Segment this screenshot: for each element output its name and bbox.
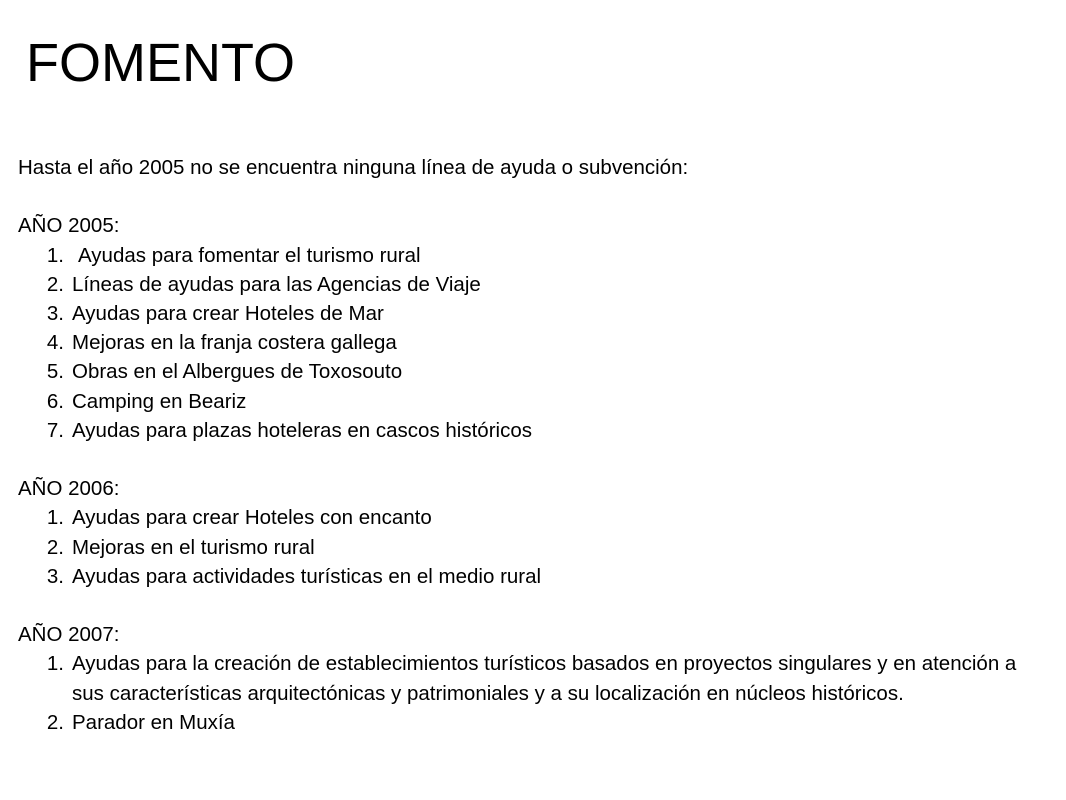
list-item-number: 2. xyxy=(46,710,64,734)
list-item-text: Ayudas para la creación de establecimientos turísticos basados en proyectos singulares y en atención a sus características arquitectónicas y patrimoniales y a su localización en núcleos históricos. xyxy=(72,652,1017,705)
section-2007 xyxy=(18,620,1048,737)
year-heading-2005: AÑO 2005: xyxy=(18,214,120,238)
list-2007 xyxy=(18,649,1048,737)
list-item-text: Obras en el Albergues de Toxosouto xyxy=(72,360,403,384)
section-2006 xyxy=(18,474,1048,591)
intro-text: Hasta el año 2005 no se encuentra ninguna línea de ayuda o subvención: xyxy=(18,156,689,179)
list-item-number: 6. xyxy=(46,389,64,413)
list-2006 xyxy=(18,503,1048,591)
list-2005 xyxy=(18,241,1048,445)
list-item xyxy=(18,416,1048,445)
slide-body xyxy=(18,153,1048,737)
list-item-number: 5. xyxy=(46,360,64,384)
spacer xyxy=(18,591,1048,620)
list-item-number: 2. xyxy=(46,272,64,296)
list-item-number: 1. xyxy=(46,506,64,530)
list-item xyxy=(18,387,1048,416)
year-heading-2007: AÑO 2007: xyxy=(18,623,120,647)
list-item xyxy=(18,533,1048,562)
list-item xyxy=(18,562,1048,591)
list-item-number: 3. xyxy=(46,564,64,588)
list-item xyxy=(18,328,1048,357)
list-item-text: Ayudas para crear Hoteles con encanto xyxy=(72,506,432,530)
list-item xyxy=(18,649,1048,707)
list-item-text: Mejoras en la franja costera gallega xyxy=(72,331,397,355)
list-item xyxy=(18,241,1048,270)
list-item-text: Ayudas para crear Hoteles de Mar xyxy=(72,302,384,325)
list-item-number: 1. xyxy=(46,243,64,267)
page-title: FOMENTO xyxy=(26,33,295,93)
spacer xyxy=(18,445,1048,474)
list-item-number: 4. xyxy=(46,331,64,355)
list-item xyxy=(18,708,1048,737)
year-heading-2006: AÑO 2006: xyxy=(18,477,120,501)
list-item-number: 1. xyxy=(46,652,64,676)
list-item xyxy=(18,270,1048,299)
list-item-text: Ayudas para actividades turísticas en el medio rural xyxy=(72,564,542,588)
list-item xyxy=(18,503,1048,532)
list-item-text: Ayudas para plazas hoteleras en cascos históricos xyxy=(72,418,532,442)
list-item xyxy=(18,357,1048,386)
list-item-text: Camping en Beariz xyxy=(72,389,247,413)
list-item xyxy=(18,299,1048,328)
section-2005 xyxy=(18,211,1048,445)
list-item-text: Líneas de ayudas para las Agencias de Viaje xyxy=(72,272,481,296)
list-item-number: 7. xyxy=(46,418,64,442)
list-item-text: Mejoras en el turismo rural xyxy=(72,535,315,559)
list-item-number: 2. xyxy=(46,535,64,559)
list-item-text: Ayudas para fomentar el turismo rural xyxy=(78,243,421,267)
list-item-number: 3. xyxy=(46,302,64,325)
spacer xyxy=(18,182,1048,211)
list-item-text: Parador en Muxía xyxy=(72,710,235,734)
